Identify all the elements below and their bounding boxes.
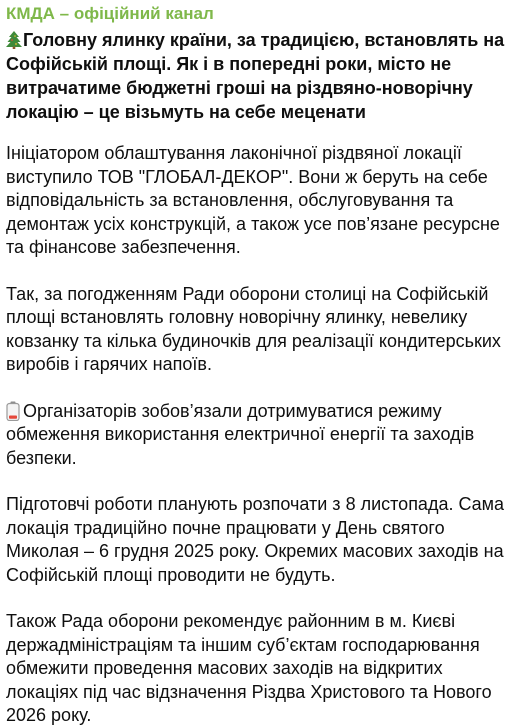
christmas-tree-icon <box>6 31 22 49</box>
paragraph-3 <box>6 400 507 471</box>
headline-text: Головну ялинку країни, за традицією, встановлять на Софійській площі. Як і в попередні роки, місто не витрачатиме бюджетні гроші на різдвяно-новорічну локацію – це візьмуть на себе меценати <box>6 30 505 122</box>
paragraph-2: Так, за погодженням Ради оборони столиці на Софійській площі встановлять головну новорічну ялинку, невелику ковзанку та кілька будиночків для реалізації кондитерських виробів і гарячих напоїв. <box>6 283 501 374</box>
paragraph-4: Підготовчі роботи планують розпочати з 8 листопада. Сама локація традиційно почне працювати у День святого Миколая – 6 грудня 2025 року. Окремих масових заходів на Софійській площі проводити не будуть. <box>6 494 505 585</box>
channel-name[interactable]: КМДА – офіційний канал <box>6 4 214 23</box>
paragraph-1: Ініціатором облаштування лаконічної різдвяної локації виступило ТОВ "ГЛОБАЛ-ДЕКОР". Вони ж беруть на себе відповідальність за встановлення, обслуговування та демонтаж усіх конструкцій, а також усе пов’язане ресурсне та фінансове забезпечення. <box>6 143 500 257</box>
paragraph-5: Також Рада оборони рекомендує районним в м. Києві держадміністраціям та іншим суб’єктам господарювання обмежити проведення масових заходів на відкритих локаціях під час відзначення Різдва Христового та Нового 2026 року. <box>6 611 492 725</box>
paragraph-3-text: Організаторів зобов’язали дотримуватися режиму обмеження використання електричної енергії та заходів безпеки. <box>6 400 475 468</box>
post-headline <box>6 28 507 124</box>
low-battery-icon <box>6 401 20 421</box>
